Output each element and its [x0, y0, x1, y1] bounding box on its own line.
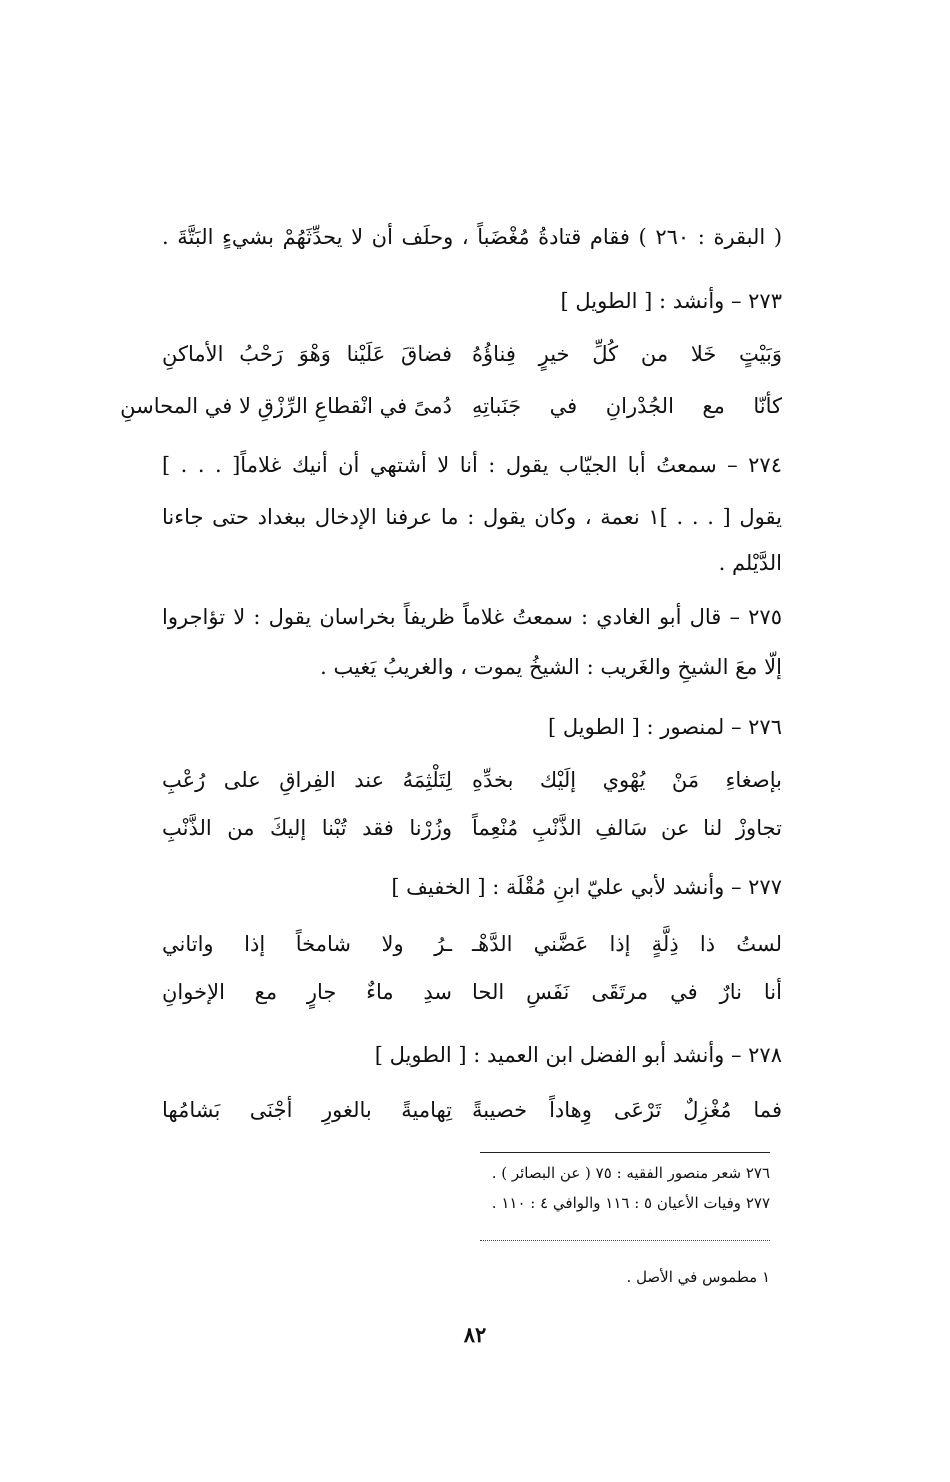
- text-line: الدَّيْلم .: [718, 551, 782, 575]
- text-line: إلّا معَ الشيخِ والغَريب : الشيخُ يموت ، والغريبُ يَغيب .: [320, 655, 782, 679]
- verse-276-2: [162, 812, 782, 844]
- verse-276-1: [162, 764, 782, 796]
- footnote-rule: [480, 1152, 770, 1153]
- text-line: ( البقرة : ٢٦٠ ) فقام قتادةُ مُغْضَباً ، وحلَف أن لا يحدِّثَهُمْ بشيءٍ البَتَّةَ .: [162, 225, 783, 249]
- page-number: ٨٢: [463, 1322, 487, 1347]
- verse-273-1: [162, 338, 782, 370]
- hemistich: تِهاميةً بالغورِ أجْنَى بَشامُها: [162, 1098, 452, 1122]
- text-line: يقول [ . . . ]١ نعمة ، وكان يقول : ما عرفنا الإدخال ببغداد حتى جاءنا: [162, 505, 782, 529]
- section-heading-273: ٢٧٣ – وأنشد : [ الطويل ]: [560, 289, 782, 313]
- section-heading-276: ٢٧٦ – لمنصور : [ الطويل ]: [548, 715, 782, 739]
- verse-277-2: [162, 976, 782, 1008]
- footnote: ٢٧٧ وفيات الأعيان ٥ : ١١٦ والوافي ٤ : ١١٠ .: [491, 1194, 770, 1212]
- section-heading-277: ٢٧٧ – وأنشد لأبي عليّ ابنِ مُقْلَة : [ الخفيف ]: [391, 875, 782, 899]
- text-line: ٢٧٤ – سمعتُ أبا الجيّاب يقول : أنا لا أشتهي أن أنيك غلاماً[ . . . ]: [162, 453, 782, 477]
- footnote: ١ مطموس في الأصل .: [626, 1268, 770, 1286]
- hemistich: كأنّا مع الجُدْرانِ في جَنَباتِهِ: [472, 394, 782, 418]
- hemistich: سدِ ماءٌ جارٍ مع الإخوانِ: [162, 980, 452, 1004]
- footnote-separator: [480, 1240, 770, 1241]
- hemistich: بإصغاءِ مَنْ يُهْوي إلَيْك بخدِّهِ: [472, 768, 782, 792]
- hemistich: وزُرْنا فقد تُبْنا إليكَ من الذَّنْبِ: [162, 816, 452, 840]
- hemistich: أنا نارٌ في مرتَقَى نَفَسِ الحا: [472, 980, 782, 1004]
- hemistich: تجاوزْ لنا عن سَالفِ الذَّنْبِ مُنْعِماً: [472, 816, 782, 840]
- verse-273-2: [120, 390, 782, 422]
- verse-277-1: [162, 928, 782, 960]
- footnote: ٢٧٦ شعر منصور الفقيه : ٧٥ ( عن البصائر ) .: [491, 1164, 770, 1182]
- hemistich: فضاقَ عَلَيْنا وَهْوَ رَحْبُ الأماكنِ: [162, 342, 452, 366]
- hemistich: وَبَيْتٍ خَلا من كُلِّ خيرٍ فِناؤُهُ: [472, 342, 782, 366]
- section-heading-278: ٢٧٨ – وأنشد أبو الفضل ابن العميد : [ الطويل ]: [374, 1043, 782, 1067]
- hemistich: لستُ ذا ذِلَّةٍ إذا عَضَّني الدَّهْـ: [472, 932, 782, 956]
- hemistich: دُمىً في انْقطاعِ الرِّزْقِ لا في المحاسنِ: [120, 394, 452, 418]
- hemistich: ـرُ ولا شامخاً إذا واتاني: [162, 932, 452, 956]
- verse-278-1: [162, 1094, 782, 1126]
- text-line: ٢٧٥ – قال أبو الغادي : سمعتُ غلاماً ظريفاً بخراسان يقول : لا تؤاجروا: [162, 605, 782, 629]
- hemistich: لِتَلْثِمَهُ عند الفِراقِ على رُعْبِ: [162, 768, 452, 792]
- hemistich: فما مُغْزِلٌ تَرْعَى وِهاداً خصيبةً: [472, 1098, 782, 1122]
